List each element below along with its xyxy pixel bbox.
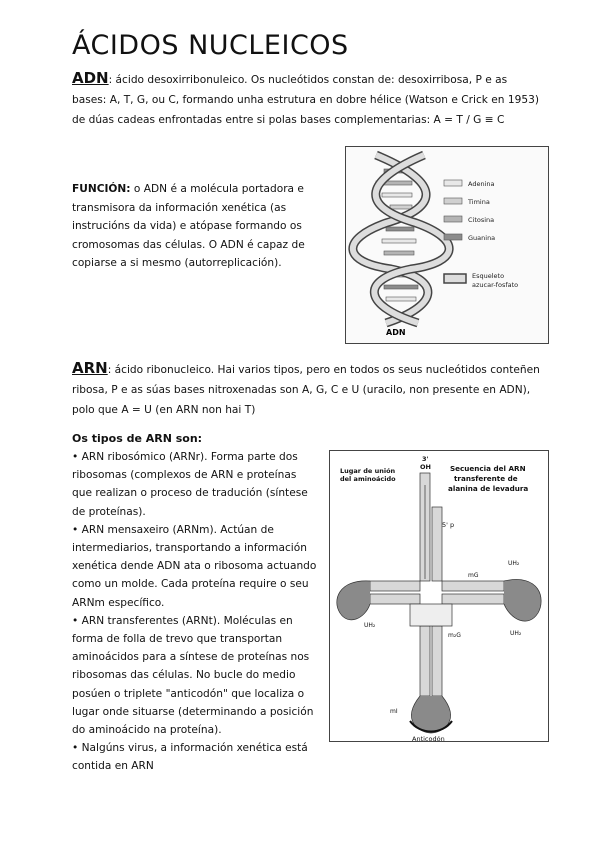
types-heading: Os tipos de ARN son: <box>72 432 203 445</box>
trna-title-3: alanina de levadura <box>448 484 529 493</box>
trna-site-label-2: del aminoácido <box>340 475 396 483</box>
legend-backbone-2: azucar-fosfato <box>472 281 519 289</box>
dna-helix-diagram <box>346 147 548 343</box>
page-title: ÁCIDOS NUCLEICOS <box>72 30 349 61</box>
trna-mod-mg: mG <box>468 572 479 579</box>
legend-backbone: Esqueleto <box>472 272 505 280</box>
trna-mod-mi: mI <box>390 708 398 715</box>
arn-paragraph <box>72 358 547 420</box>
trna-end-3: 3' <box>422 455 429 463</box>
trna-oh: OH <box>420 463 431 471</box>
trna-anticodon-label: Anticodón <box>412 735 445 741</box>
trna-anticodon-arm <box>410 626 452 733</box>
type-item-virus: • Nalgúns virus, a información xenética está contida en ARN <box>72 742 308 773</box>
trna-acceptor-stem <box>420 473 442 581</box>
trna-mod-m2g: m₂G <box>448 632 461 639</box>
trna-end-5: 5' p <box>442 521 455 529</box>
dna-legend <box>444 180 518 289</box>
trna-hub <box>410 604 452 626</box>
legend-citosina: Citosina <box>468 216 495 224</box>
function-paragraph <box>72 180 312 273</box>
trna-d-arm <box>337 581 420 620</box>
trna-title-2: transferente de <box>454 474 518 483</box>
legend-timina: Timina <box>468 198 490 206</box>
arn-text: : ácido ribonucleico. Hai varios tipos, pero en todos os seus nucleótidos conteñen ribosa, P e as súas bases nitroxenadas son A, G, C e U (uracilo, non presente en ADN), polo que A = U (en ARN non hai T) <box>72 364 540 416</box>
types-list <box>72 448 318 776</box>
function-label: FUNCIÓN: <box>72 183 131 195</box>
adn-text: : ácido desoxirribonuleico. Os nucleótidos constan de: desoxirribosa, P e as bases: A, T, G, ou C, formando unha estrutura en dobre hélice (Watson e Crick en 1953) de dúas cadeas enfrontadas entre si polas bases complementarias: A = T / G ≡ C <box>72 74 539 126</box>
adn-paragraph <box>72 68 542 130</box>
legend-adenina: Adenina <box>468 180 495 188</box>
trna-t-arm <box>442 580 541 622</box>
type-item-arnr: • ARN ribosómico (ARNr). Forma parte dos ribosomas (complexos de ARN e proteínas que realizan o proceso de tradución (síntese de proteínas). <box>72 451 308 518</box>
trna-mod-uh2-c: UH₂ <box>510 630 522 637</box>
function-text: o ADN é a molécula portadora e transmisora da información xenética (as instrucións da vida) e atópase formando os cromosomas das células. O ADN é capaz de copiarse a si mesmo (autorreplicación). <box>72 183 305 270</box>
trna-title-1: Secuencia del ARN <box>450 464 526 473</box>
trna-cloverleaf-diagram <box>330 451 548 741</box>
legend-guanina: Guanina <box>468 234 496 242</box>
trna-mod-uh2-b: UH₂ <box>364 622 376 629</box>
trna-site-label-1: Lugar de unión <box>340 467 396 475</box>
arn-term: ARN <box>72 359 108 377</box>
dna-caption: ADN <box>386 328 406 337</box>
dna-figure <box>345 146 549 344</box>
trna-mod-uh2-a: UH₂ <box>508 560 520 567</box>
type-item-arnt: • ARN transferentes (ARNt). Moléculas en forma de folla de trevo que transportan aminoácidos para a síntese de proteínas nos ribosomas das células. No bucle do medio posúen o triplete "anticodón" que localiza o lugar onde situarse (determinando a posición do aminoácido na proteína). <box>72 614 314 737</box>
adn-term: ADN <box>72 69 109 87</box>
type-item-arnm: • ARN mensaxeiro (ARNm). Actúan de intermediarios, transportando a información xenética dende ADN ata o ribosoma actuando como un molde. Cada proteína require o seu ARNm específico. <box>72 523 317 609</box>
trna-figure <box>329 450 549 742</box>
